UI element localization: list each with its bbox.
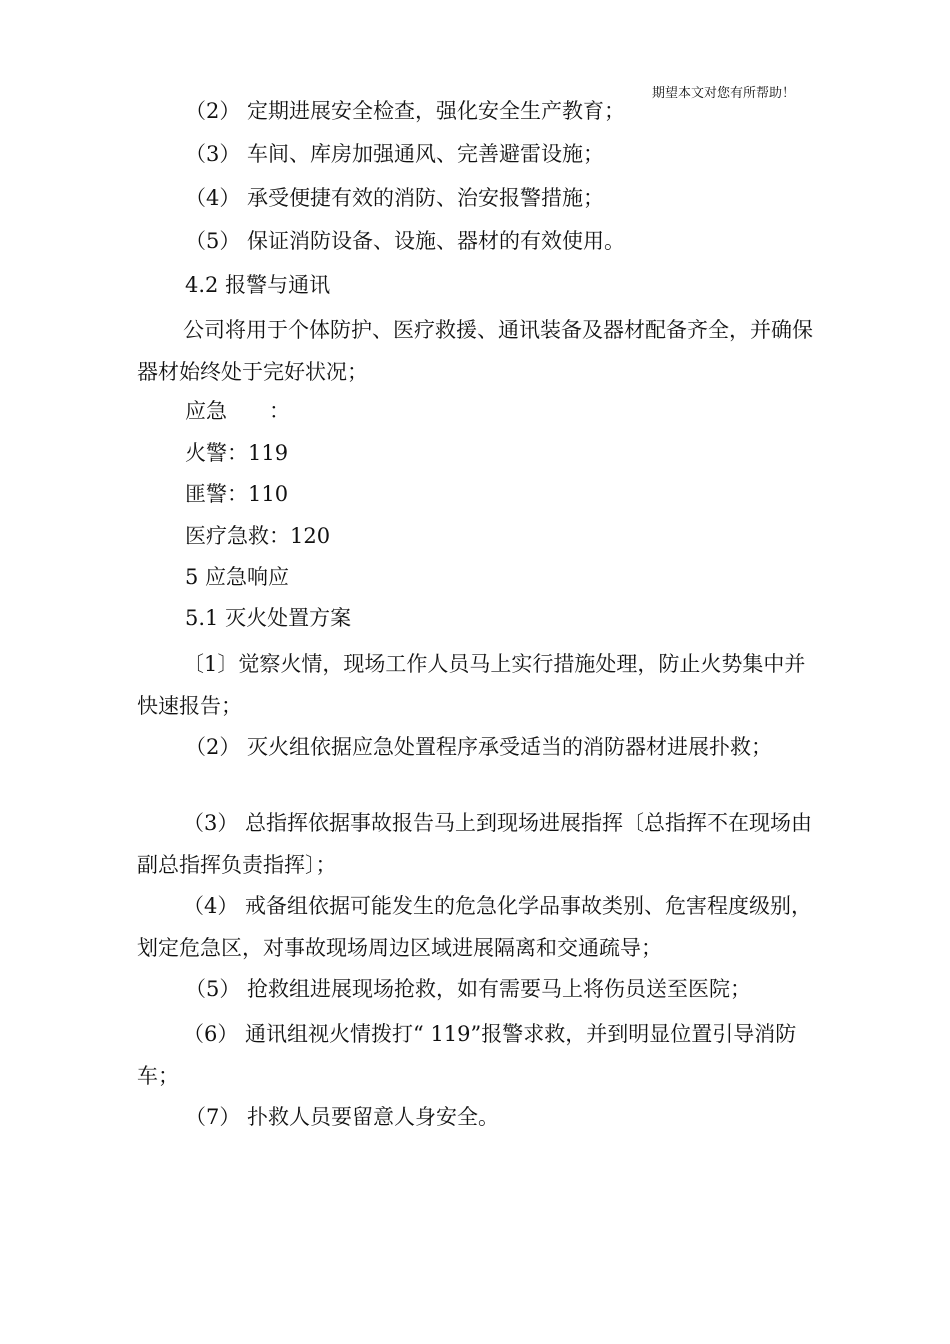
- fire-step-4: （4） 戒备组依据可能发生的危急化学品事故类别、危害程度级别，划定危急区，对事故现场周边区域进展隔离和交通疏导；: [137, 894, 813, 960]
- section-heading-4-2: 4.2 报警与通讯: [185, 273, 331, 297]
- paragraph-equipment: 公司将用于个体防护、医疗救援、通讯装备及器材配备齐全，并确保器材始终处于完好状况；: [137, 318, 813, 384]
- header-note: 期望本文对您有所帮助！: [652, 86, 796, 101]
- fire-step-5: （5） 抢救组进展现场抢救，如有需要马上将伤员送至医院；: [185, 977, 752, 1001]
- measure-item-2: （2） 定期进展安全检查，强化安全生产教育；: [185, 99, 626, 123]
- medical-number: 医疗急救：120: [185, 524, 331, 548]
- fire-alarm-number: 火警：119: [185, 441, 289, 465]
- fire-step-1: 〔1〕觉察火情，现场工作人员马上实行措施处理，防止火势集中并快速报告；: [137, 652, 806, 718]
- fire-step-6: （6） 通讯组视火情拨打“ 119”报警求救，并到明显位置引导消防车；: [137, 1022, 797, 1088]
- emergency-label: 应急 ：: [185, 399, 290, 423]
- section-heading-5-1: 5.1 灭火处置方案: [185, 606, 352, 630]
- fire-step-7: （7） 扑救人员要留意人身安全。: [185, 1105, 500, 1129]
- fire-step-3: （3） 总指挥依据事故报告马上到现场进展指挥〔总指挥不在现场由副总指挥负责指挥〕；: [137, 811, 813, 877]
- measure-item-4: （4） 承受便捷有效的消防、治安报警措施；: [185, 186, 605, 210]
- section-heading-5: 5 应急响应: [185, 565, 290, 589]
- fire-step-2: （2） 灭火组依据应急处置程序承受适当的消防器材进展扑救；: [185, 735, 773, 759]
- measure-item-5: （5） 保证消防设备、设施、器材的有效使用。: [185, 229, 626, 253]
- measure-item-3: （3） 车间、库房加强通风、完善避雷设施；: [185, 142, 605, 166]
- police-number: 匪警：110: [185, 482, 289, 506]
